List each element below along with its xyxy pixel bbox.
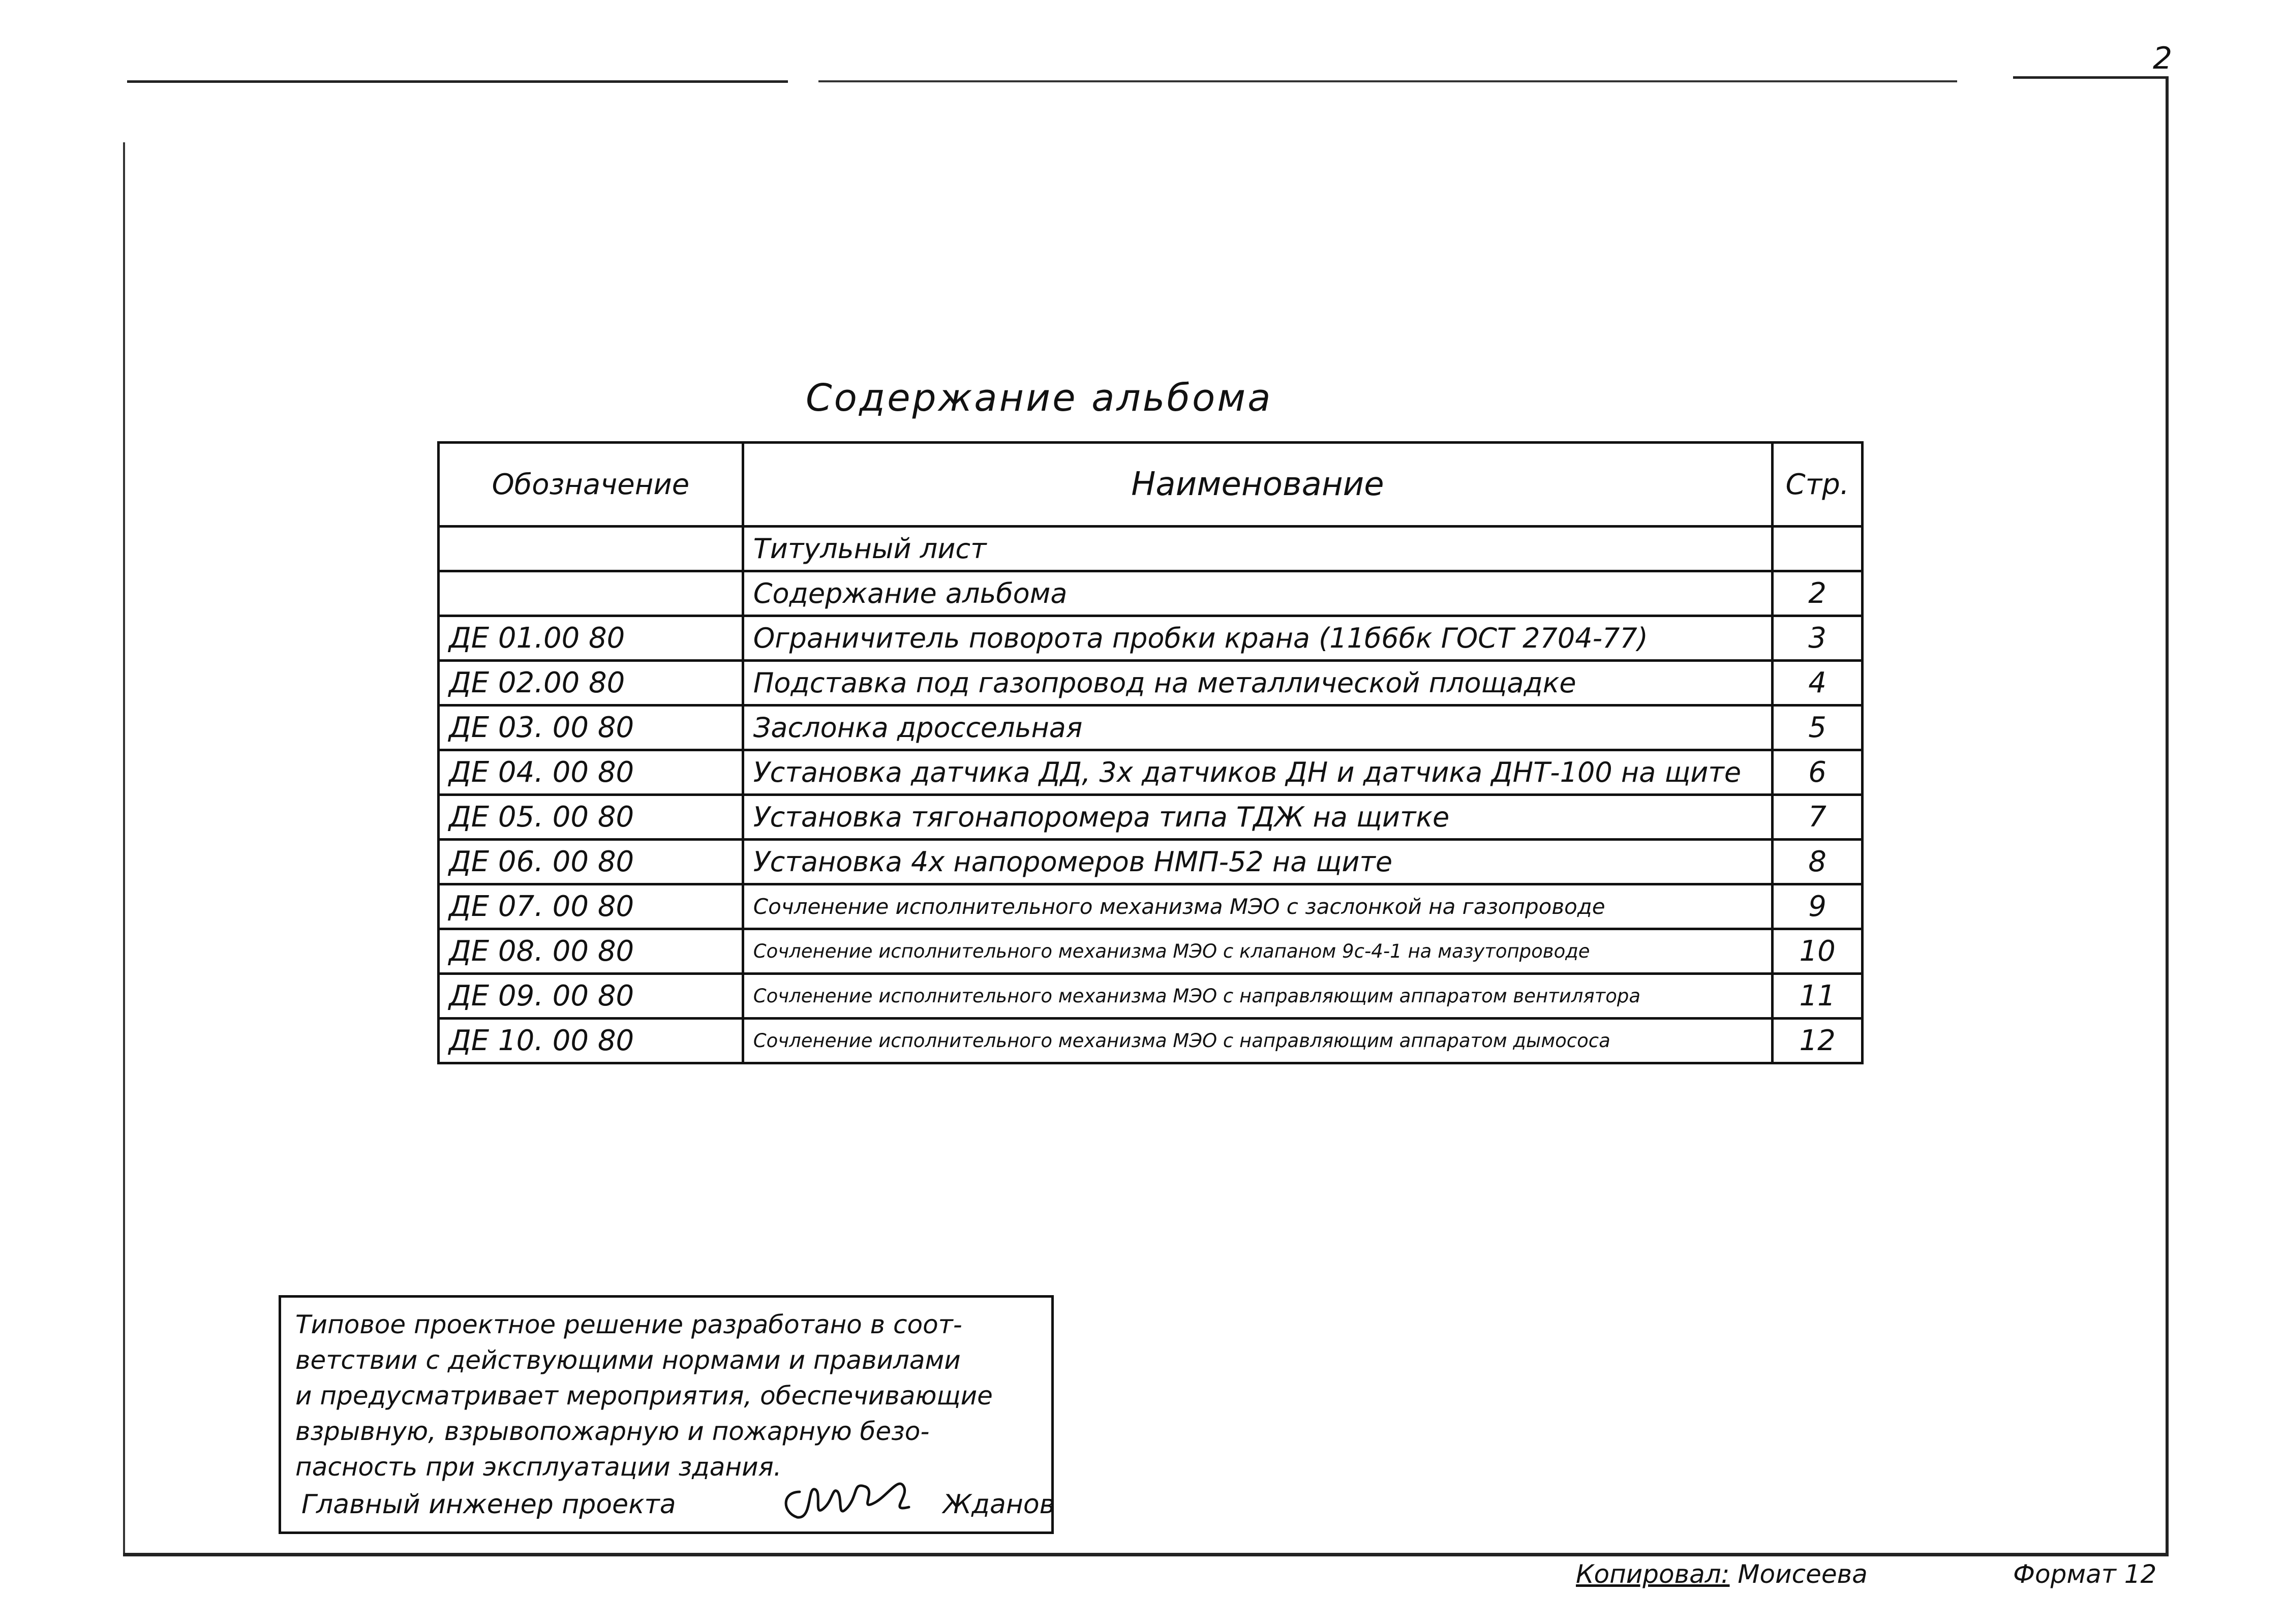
row-code: ДЕ 04. 00 80 <box>439 750 743 795</box>
note-line: Типовое проектное решение разработано в соот- <box>295 1310 962 1339</box>
row-page: 4 <box>1773 661 1863 706</box>
table-row <box>439 661 1863 706</box>
note-line: взрывную, взрывопожарную и пожарную безо- <box>295 1417 930 1446</box>
table-row <box>439 840 1863 884</box>
row-code <box>439 571 743 616</box>
signature-icon <box>777 1472 929 1533</box>
copied-by <box>1576 1559 1868 1589</box>
row-page: 2 <box>1773 571 1863 616</box>
row-page <box>1773 527 1863 571</box>
row-name: Ограничитель поворота пробки крана (11б6бк ГОСТ 2704-77) <box>743 616 1772 661</box>
right-border-line <box>2166 76 2169 1555</box>
row-code: ДЕ 02.00 80 <box>439 661 743 706</box>
note-line: ветствии с действующими нормами и правилами <box>295 1345 961 1375</box>
row-name: Заслонка дроссельная <box>743 706 1772 750</box>
bottom-border-line <box>123 1553 2169 1556</box>
table-row <box>439 750 1863 795</box>
row-page: 8 <box>1773 840 1863 884</box>
row-name: Титульный лист <box>743 527 1772 571</box>
top-border-line <box>2013 76 2166 79</box>
row-page: 10 <box>1773 929 1863 974</box>
page-title: Содержание альбома <box>806 376 1273 420</box>
row-page: 12 <box>1773 1019 1863 1063</box>
table-row <box>439 795 1863 840</box>
row-name: Установка тягонапоромера типа ТДЖ на щитке <box>743 795 1772 840</box>
row-page: 7 <box>1773 795 1863 840</box>
row-name: Подставка под газопровод на металлической площадке <box>743 661 1772 706</box>
row-page: 3 <box>1773 616 1863 661</box>
table-row <box>439 527 1863 571</box>
chief-engineer-name: Жданов <box>943 1489 1055 1520</box>
row-code: ДЕ 10. 00 80 <box>439 1019 743 1063</box>
table-row <box>439 974 1863 1019</box>
row-page: 9 <box>1773 884 1863 929</box>
row-code <box>439 527 743 571</box>
row-name: Установка 4х напоромеров НМП-52 на щите <box>743 840 1772 884</box>
row-code: ДЕ 03. 00 80 <box>439 706 743 750</box>
left-border-line <box>123 142 125 1555</box>
table-row <box>439 616 1863 661</box>
row-code: ДЕ 01.00 80 <box>439 616 743 661</box>
row-page: 5 <box>1773 706 1863 750</box>
table-row <box>439 929 1863 974</box>
row-code: ДЕ 08. 00 80 <box>439 929 743 974</box>
table-row <box>439 1019 1863 1063</box>
table-row <box>439 706 1863 750</box>
row-name: Установка датчика ДД, 3х датчиков ДН и датчика ДНТ-100 на щите <box>743 750 1772 795</box>
contents-table <box>437 441 1864 1064</box>
row-code: ДЕ 07. 00 80 <box>439 884 743 929</box>
row-name: Сочленение исполнительного механизма МЭО с направляющим аппаратом дымососа <box>743 1019 1772 1063</box>
page-number: 2 <box>2153 41 2173 76</box>
copied-by-label: Копировал: <box>1576 1559 1730 1589</box>
top-border-line <box>127 80 788 83</box>
table-row <box>439 884 1863 929</box>
row-code: ДЕ 05. 00 80 <box>439 795 743 840</box>
row-name: Сочленение исполнительного механизма МЭО с направляющим аппаратом вентилятора <box>743 974 1772 1019</box>
copied-by-name: Моисеева <box>1738 1559 1868 1589</box>
row-code: ДЕ 09. 00 80 <box>439 974 743 1019</box>
row-name: Содержание альбома <box>743 571 1772 616</box>
row-name: Сочленение исполнительного механизма МЭО с заслонкой на газопроводе <box>743 884 1772 929</box>
top-border-line <box>818 80 1957 82</box>
chief-engineer-label: Главный инженер проекта <box>301 1489 676 1520</box>
approval-note-box <box>279 1295 1054 1534</box>
header-name: Наименование <box>743 443 1772 527</box>
table-row <box>439 571 1863 616</box>
header-code: Обозначение <box>439 443 743 527</box>
row-page: 6 <box>1773 750 1863 795</box>
row-code: ДЕ 06. 00 80 <box>439 840 743 884</box>
row-page: 11 <box>1773 974 1863 1019</box>
note-line: пасность при эксплуатации здания. <box>295 1452 782 1482</box>
note-line: и предусматривает мероприятия, обеспечивающие <box>295 1381 993 1411</box>
format-label: Формат 12 <box>2013 1559 2157 1589</box>
table-header-row <box>439 443 1863 527</box>
header-page: Стр. <box>1773 443 1863 527</box>
signature-row <box>301 1487 1055 1527</box>
row-name: Сочленение исполнительного механизма МЭО с клапаном 9с-4-1 на мазутопроводе <box>743 929 1772 974</box>
